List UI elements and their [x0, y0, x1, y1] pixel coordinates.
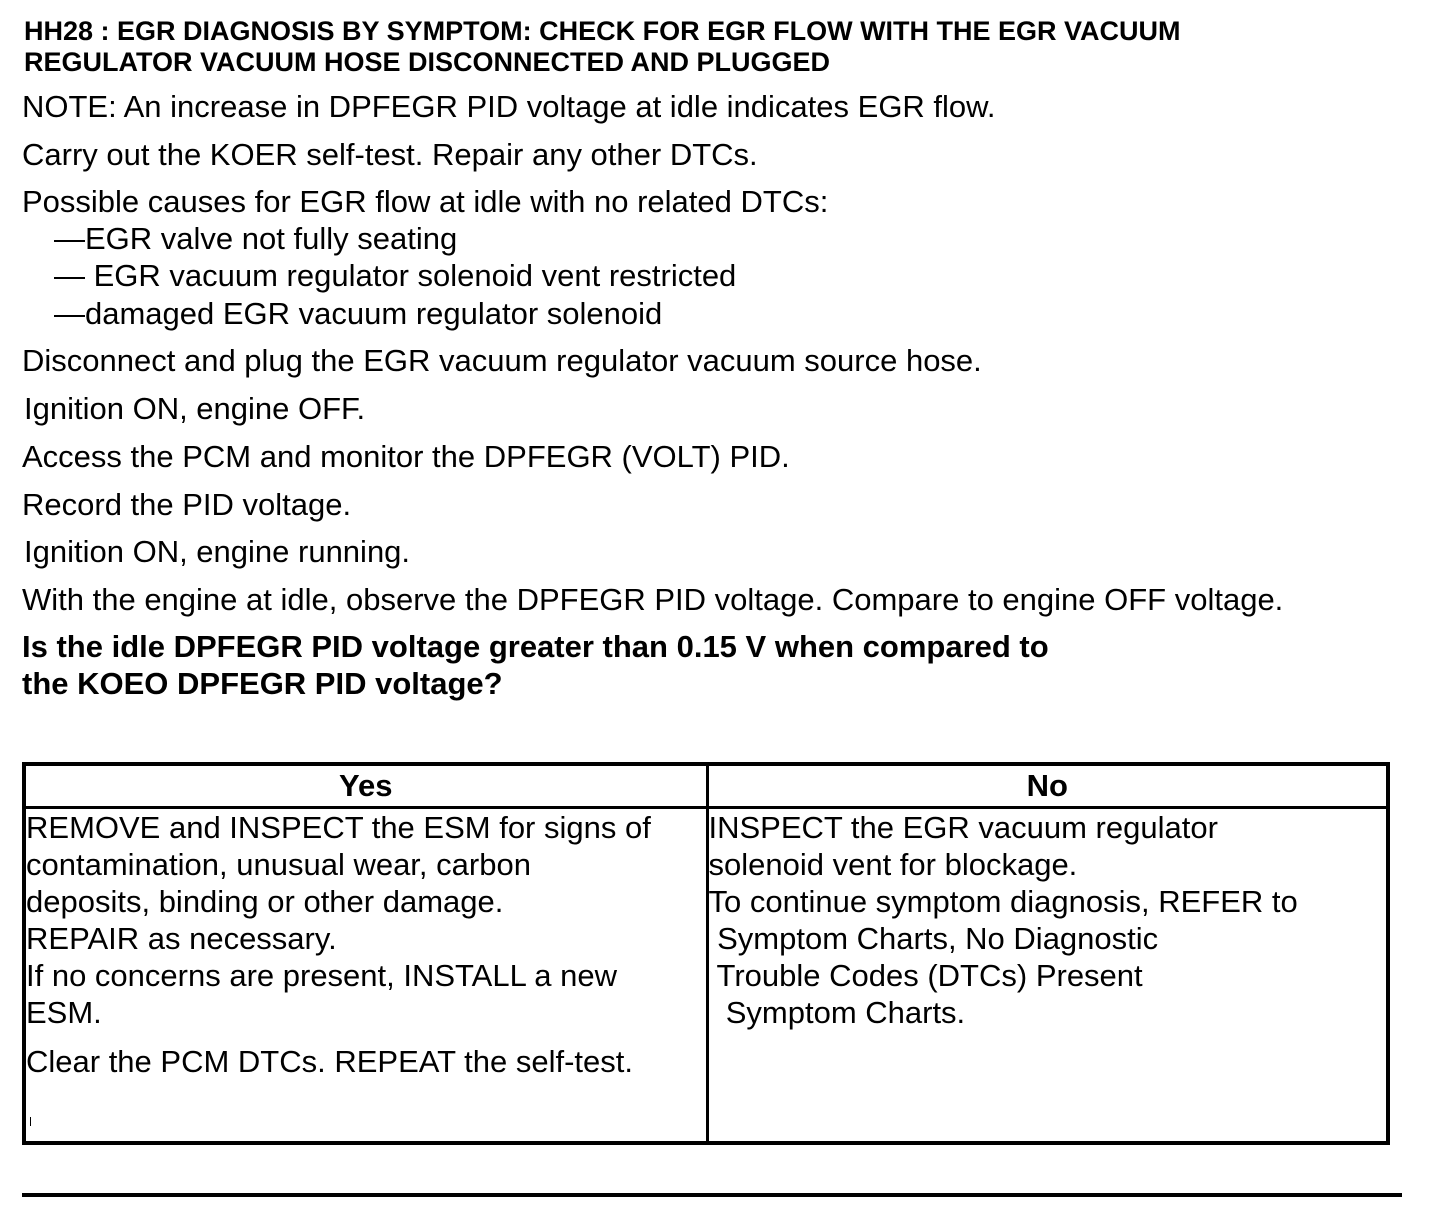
no-action-cell — [707, 808, 1388, 1144]
yes-action-line: deposits, binding or other damage. — [26, 884, 504, 919]
diagnostic-question — [22, 628, 1049, 702]
note-text: NOTE: An increase in DPFEGR PID voltage at idle indicates EGR flow. — [22, 89, 996, 124]
stray-tick-mark — [30, 1117, 31, 1126]
cause-item: —damaged EGR vacuum regulator solenoid — [54, 296, 663, 331]
no-action-line: INSPECT the EGR vacuum regulator — [708, 810, 1218, 845]
title-line-1: HH28 : EGR DIAGNOSIS BY SYMPTOM: CHECK FOR EGR FLOW WITH THE EGR VACUUM — [24, 16, 1181, 46]
yes-action-cell — [24, 808, 707, 1144]
step-disconnect-hose: Disconnect and plug the EGR vacuum regulator vacuum source hose. — [22, 343, 982, 378]
step-ignition-off: Ignition ON, engine OFF. — [24, 391, 366, 426]
yes-action-line: REPAIR as necessary. — [26, 921, 337, 956]
step-koer-self-test: Carry out the KOER self-test. Repair any other DTCs. — [22, 137, 758, 172]
title-line-2: REGULATOR VACUUM HOSE DISCONNECTED AND PLUGGED — [24, 47, 831, 77]
no-action-line: solenoid vent for blockage. — [708, 847, 1078, 882]
yes-action-line: REMOVE and INSPECT the ESM for signs of — [26, 810, 651, 845]
step-ignition-running: Ignition ON, engine running. — [24, 534, 411, 569]
yes-column-header: Yes — [24, 764, 707, 808]
no-action-line: Symptom Charts, No Diagnostic — [708, 921, 1159, 956]
step-access-pcm: Access the PCM and monitor the DPFEGR (VOLT) PID. — [22, 439, 790, 474]
causes-heading: Possible causes for EGR flow at idle with no related DTCs: — [22, 184, 829, 219]
no-action-line: Trouble Codes (DTCs) Present — [708, 958, 1143, 993]
yes-action-line: contamination, unusual wear, carbon — [26, 847, 531, 882]
no-action-line: Symptom Charts. — [708, 995, 966, 1030]
yes-no-table — [22, 762, 1390, 1145]
no-column-header: No — [707, 764, 1388, 808]
bottom-divider — [22, 1193, 1402, 1197]
step-record-voltage: Record the PID voltage. — [22, 487, 352, 522]
yes-action-line: If no concerns are present, INSTALL a new — [26, 958, 618, 993]
question-line-2: the KOEO DPFEGR PID voltage? — [22, 666, 503, 701]
procedure-title — [24, 16, 1404, 78]
yes-final-step: Clear the PCM DTCs. REPEAT the self-test. — [26, 1044, 633, 1079]
question-line-1: Is the idle DPFEGR PID voltage greater than 0.15 V when compared to — [22, 629, 1049, 664]
no-action-line: To continue symptom diagnosis, REFER to — [708, 884, 1298, 919]
cause-item: —EGR valve not fully seating — [54, 221, 458, 256]
cause-item: — EGR vacuum regulator solenoid vent restricted — [54, 258, 737, 293]
yes-action-line: ESM. — [26, 995, 102, 1030]
step-observe-voltage: With the engine at idle, observe the DPFEGR PID voltage. Compare to engine OFF voltage. — [22, 582, 1284, 617]
